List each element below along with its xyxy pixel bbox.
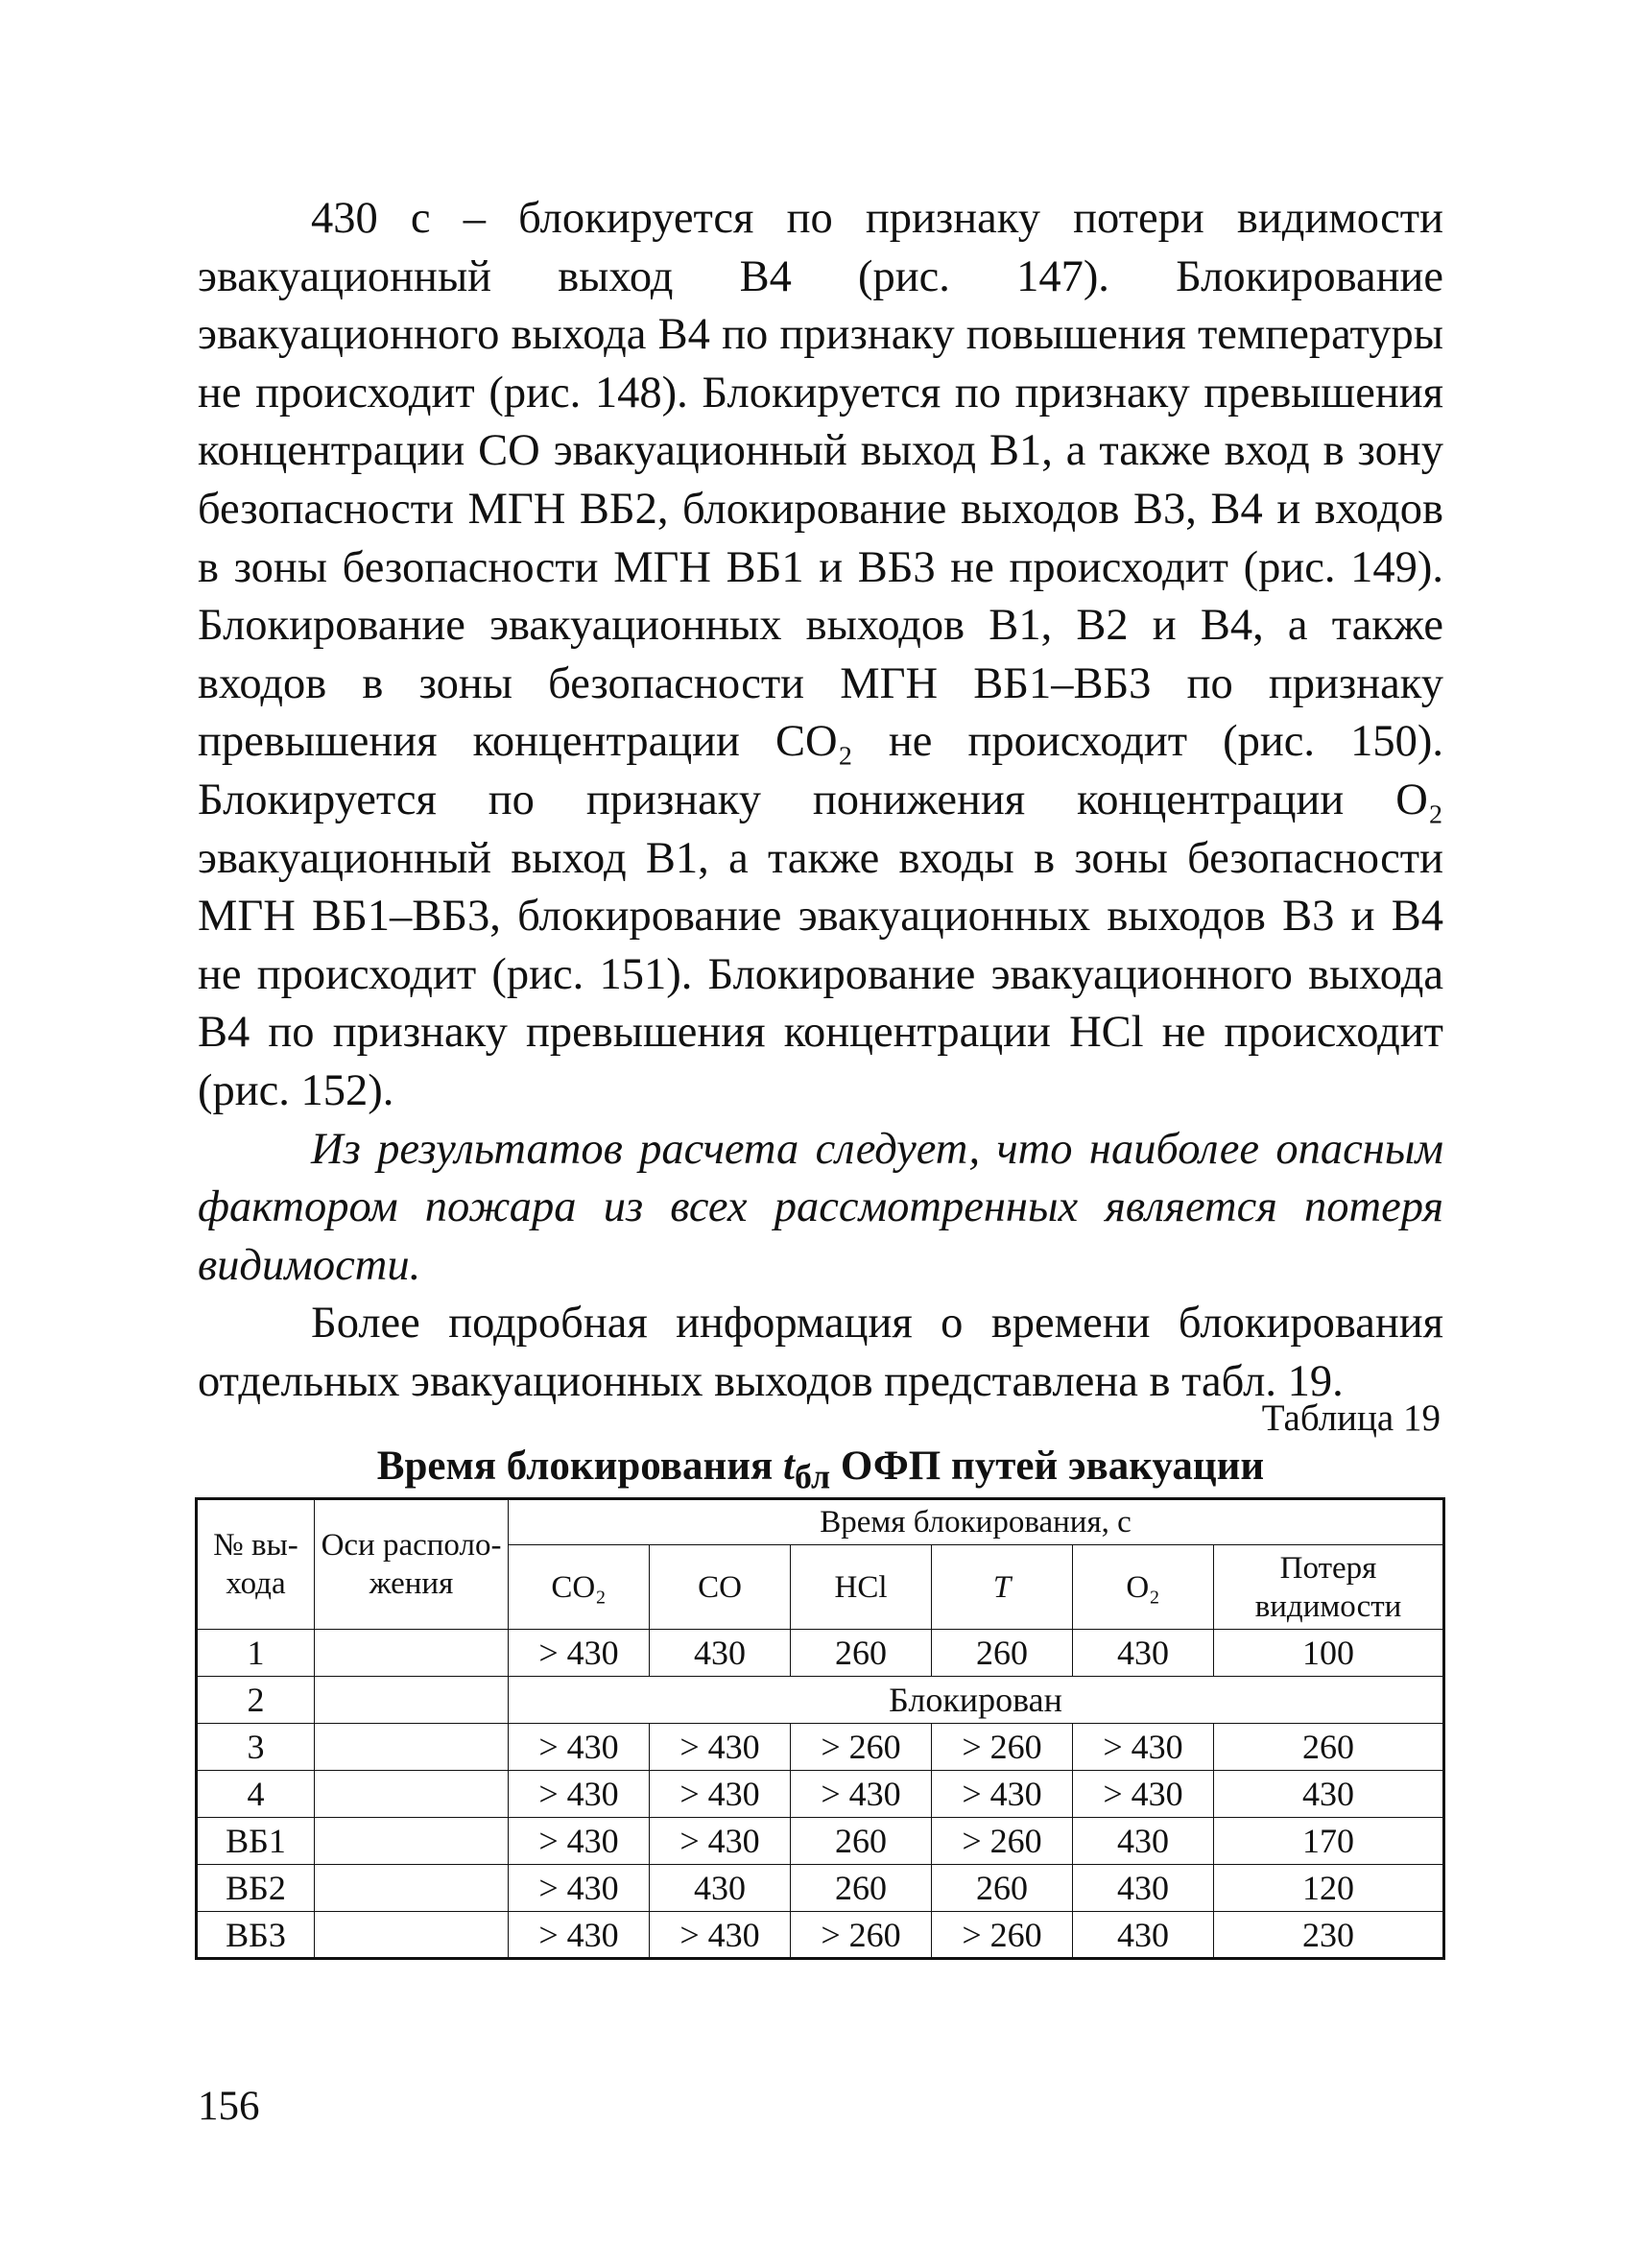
table-row — [197, 1818, 1444, 1865]
table-row — [197, 1865, 1444, 1912]
o2-cell: > 430 — [1073, 1724, 1214, 1771]
exit-number-cell: ВБ1 — [197, 1818, 315, 1865]
temperature-cell: > 430 — [932, 1771, 1073, 1818]
table-row — [197, 1630, 1444, 1677]
header-visibility: Потеря видимости — [1214, 1545, 1444, 1630]
blocked-merged-cell: Блокирован — [509, 1677, 1444, 1724]
co2-cell: > 430 — [509, 1771, 650, 1818]
hcl-cell: 260 — [791, 1630, 932, 1677]
header-exit-number: № вы- хода — [197, 1499, 315, 1630]
co-cell: > 430 — [650, 1724, 791, 1771]
header-hcl: HCl — [791, 1545, 932, 1630]
co2-cell: > 430 — [509, 1818, 650, 1865]
exit-number-cell: ВБ2 — [197, 1865, 315, 1912]
co2-cell: > 430 — [509, 1865, 650, 1912]
co-cell: > 430 — [650, 1818, 791, 1865]
temperature-cell: > 260 — [932, 1724, 1073, 1771]
table-row — [197, 1771, 1444, 1818]
table-caption — [198, 1442, 1443, 1502]
caption-variable: t — [783, 1444, 795, 1489]
paragraph-1: 430 с – блокируется по признаку потери видимости эвакуационный выход В4 (рис. 147). Блокирование эвакуационного выхода В4 по признаку повышения температуры не происходит (рис. 148). Блокируется по признаку превышения концентрации СО эвакуационный выход В1, а также вход в зону безопасности МГН ВБ2, блокирование выходов В3, В4 и входов в зоны безопасности МГН ВБ1 и ВБ3 не происходит (рис. 149). Блокирование эвакуационных выходов В1, В2 и В4, а также входов в зоны безопасности МГН ВБ1–ВБ3 по признаку превышения концентрации СО₂ не происходит (рис. 150). Блокируется по признаку понижения концентрации О₂ эвакуационный выход В1, а также входы в зоны безопасности МГН ВБ1–ВБ3, блокирование эвакуационных выходов В3 и В4 не происходит (рис. 151). Блокирование эвакуационного выхода В4 по признаку превышения концентрации НСl не происходит (рис. 152). — [198, 194, 1443, 1115]
paragraph-3: Более подробная информация о времени блокирования отдельных эвакуационных выходов представлена в табл. 19. — [198, 1299, 1443, 1406]
temperature-cell: > 260 — [932, 1912, 1073, 1959]
exit-number-cell: 2 — [197, 1677, 315, 1724]
hcl-cell: > 260 — [791, 1724, 932, 1771]
o2-cell: 430 — [1073, 1865, 1214, 1912]
co2-cell: > 430 — [509, 1724, 650, 1771]
o2-cell: 430 — [1073, 1818, 1214, 1865]
o2-cell: > 430 — [1073, 1771, 1214, 1818]
visibility-cell: 260 — [1214, 1724, 1444, 1771]
table-row — [197, 1677, 1444, 1724]
exit-number-cell: 3 — [197, 1724, 315, 1771]
visibility-cell: 120 — [1214, 1865, 1444, 1912]
exit-number-cell: 4 — [197, 1771, 315, 1818]
table-row — [197, 1724, 1444, 1771]
axes-cell — [315, 1630, 509, 1677]
axes-cell — [315, 1865, 509, 1912]
hcl-cell: 260 — [791, 1865, 932, 1912]
page-number: 156 — [198, 2084, 260, 2129]
table-body — [197, 1630, 1444, 1959]
header-co2: CO₂ — [509, 1545, 650, 1630]
co2-cell: > 430 — [509, 1912, 650, 1959]
exit-number-cell: ВБ3 — [197, 1912, 315, 1959]
header-temperature: T — [932, 1545, 1073, 1630]
body-text — [198, 190, 1443, 1411]
header-co: CO — [650, 1545, 791, 1630]
axes-cell — [315, 1912, 509, 1959]
hcl-cell: 260 — [791, 1818, 932, 1865]
axes-cell — [315, 1818, 509, 1865]
caption-text-start: Время блокирования — [376, 1444, 784, 1489]
co-cell: 430 — [650, 1630, 791, 1677]
o2-cell: 430 — [1073, 1912, 1214, 1959]
hcl-cell: > 260 — [791, 1912, 932, 1959]
temperature-cell: 260 — [932, 1865, 1073, 1912]
co2-cell: > 430 — [509, 1630, 650, 1677]
axes-cell — [315, 1771, 509, 1818]
temperature-cell: 260 — [932, 1630, 1073, 1677]
visibility-cell: 430 — [1214, 1771, 1444, 1818]
axes-cell — [315, 1677, 509, 1724]
hcl-cell: > 430 — [791, 1771, 932, 1818]
table-number: Таблица 19 — [1261, 1397, 1441, 1439]
header-blocking-time: Время блокирования, с — [509, 1499, 1444, 1545]
temperature-cell: > 260 — [932, 1818, 1073, 1865]
co-cell: > 430 — [650, 1771, 791, 1818]
caption-text-end: ОФП путей эвакуации — [830, 1444, 1265, 1489]
co-cell: 430 — [650, 1865, 791, 1912]
exit-number-cell: 1 — [197, 1630, 315, 1677]
o2-cell: 430 — [1073, 1630, 1214, 1677]
paragraph-conclusion: Из результатов расчета следует, что наиболее опасным фактором пожара из всех рассмотренных является потеря видимости. — [198, 1124, 1443, 1290]
header-o2: O₂ — [1073, 1545, 1214, 1630]
visibility-cell: 230 — [1214, 1912, 1444, 1959]
caption-subscript: бл — [794, 1457, 831, 1496]
visibility-cell: 100 — [1214, 1630, 1444, 1677]
visibility-cell: 170 — [1214, 1818, 1444, 1865]
header-axes: Оси располо- жения — [315, 1499, 509, 1630]
axes-cell — [315, 1724, 509, 1771]
blocking-time-table — [195, 1497, 1445, 1960]
table-row — [197, 1912, 1444, 1959]
co-cell: > 430 — [650, 1912, 791, 1959]
